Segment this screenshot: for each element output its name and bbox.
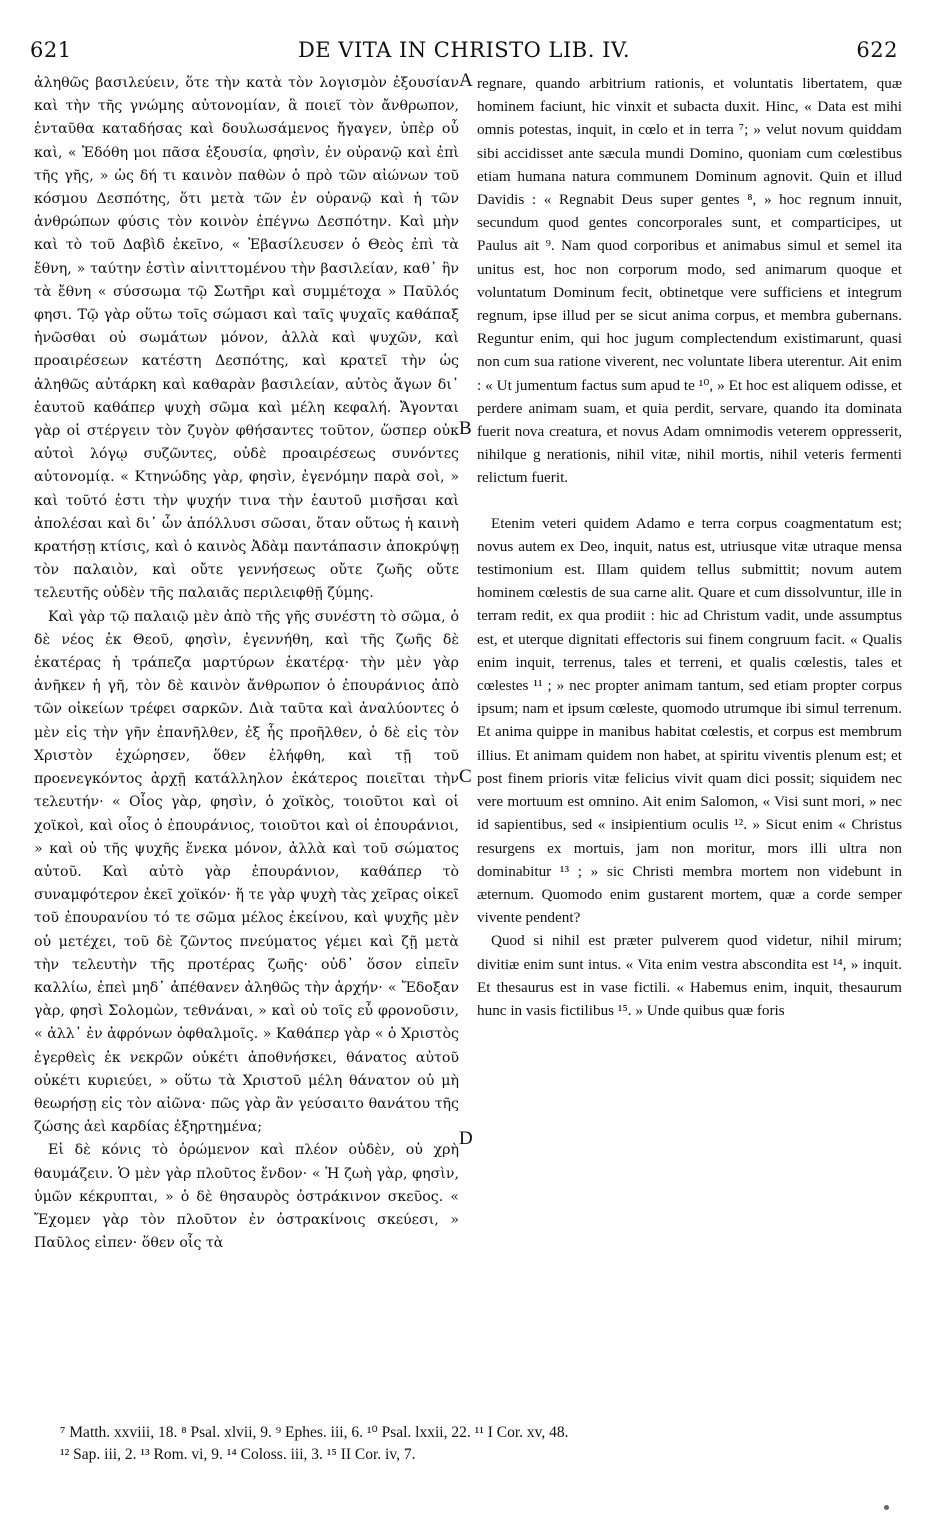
- page-number-right: 622: [856, 38, 898, 62]
- greek-paragraph-2: Καὶ γὰρ τῷ παλαιῷ μὲν ἀπὸ τῆς γῆς συνέστη τὸ σῶμα, ὁ δὲ νέος ἐκ Θεοῦ, φησὶν, ἐγεννήθη, καὶ τῆς ζωῆς δὲ ἑκατέρας ἡ τράπεζα μαρτύρων ἑκατέρᾳ· τὴν μὲν γὰρ ἀνῆκεν ἡ γῆ, τὸν δὲ καινὸν ἄνθρωπον ὁ ἐπουράνιος ἀπὸ τῶν οἰκείων τρέφει σαρκῶν. Διὰ ταῦτα καὶ ἀναλύοντες ὁ μὲν εἰς τὴν γῆν ἐπανῆλθεν, ἐξ ἧς προῆλθεν, ὁ δὲ εἰς τὸν Χριστὸν ἐχώρησεν, ὅθεν ἐλήφθη, καὶ τῇ τοῦ προενεγκόντος ἀρχῇ κατάλληλον ἑκάτερος ποιεῖται τὴν τελευτήν· « Οἷος γὰρ, φησὶν, ὁ χοϊκὸς, τοιοῦτοι καὶ οἱ χοϊκοὶ, καὶ οἷος ὁ ἐπουράνιος, τοιοῦτοι καὶ οἱ ἐπουράνιοι, » καὶ οὐ τῆς ψυχῆς ἕνεκα μόνον, ἀλλὰ καὶ τοῦ σώματος αὐτοῦ. Καὶ αὐτὸ γὰρ ἐπουράνιον, καθάπερ τὸ συναμφότερον ἐκεῖ χοϊκόν· ἥ τε γὰρ ψυχὴ τὰς χεῖρας οἰκεῖ τοῦ ἐπουρανίου τό τε σῶμα μέλος ἐκείνου, καὶ ψυχῆς μὲν οὐ μετέχει, τοῦ δὲ ζῶντος πνεύματος γέμει καὶ ζῇ μετὰ τὴν τελευτὴν τῆς προτέρας ζωῆς· οὐδ᾽ ὅσον εἰπεῖν καλλίω, ἐπεὶ μηδ᾽ ἀπέθανεν ἀληθῶς τὴν ἀρχήν· « Ἔδοξαν γὰρ, φησὶ Σολομὼν, τεθνάναι, » καὶ οὐ τοῖς εὖ φρονοῦσιν, « ἀλλ᾽ ἐν ἀφρόνων ὀφθαλμοῖς. » Καθάπερ γὰρ « ὁ Χριστὸς ἐγερθεὶς ἐκ νεκρῶν οὐκέτι ἀποθνήσκει, θάνατος αὐτοῦ οὐκέτι κυριεύει, » οὕτω τὰ Χριστοῦ μέλη θάνατον οὐ μὴ θεωρήσῃ εἰς τὸν αἰῶνα· πῶς γὰρ ἂν γεύσαιτο θανάτου τῆς ζώσης ἀεὶ καρδίας ἐξηρτημένα;: [34, 608, 459, 1136]
- latin-paragraph-2: Etenim veteri quidem Adamo e terra corpus coagmentatum est; novus autem ex Deo, inquit, natus est, utriusque vitæ utraque mensa testimonium est. Illam quidem tellus submittit; novum autem hominem cœlestis de sua carne alit. Quare et cum dissolvuntur, ille in terram redit, ex qua prodiit : hic ad Christum vadit, unde assumptus est, et uterque dignitati effectoris sui finem congruum facit. « Qualis enim inquit, terrenus, tales et terreni, et qualis cœlestis, tales et cœlestes ¹¹ ; » nec propter animam tantum, sed etiam propter corpus ipsum; nam et ipsum cœleste, quomodo utrumque ibi simul terrenum. Et anima quippe in manibus habitat cœlestis, et corpus est membrum illius. Et animam quidem non habet, at spiritu viventis plenum est; et post finem prioris vitæ felicius vivit quam dici possit; siquidem nec vere mortuum est omnino. Ait enim Salomon, « Visi sunt mori, » nec id sapientibus, sed « insipientium oculis ¹². » Sicut enim « Christus resurgens ex mortuis, jam non moritur, mors illi ultra non dominabitur ¹³ ; » sic Christi membra mortem non videbunt in æternum. Quomodo enim gustarent mortem, quæ a corde semper vivente pendent?: [477, 514, 902, 927]
- footnote-line-2: ¹² Sap. iii, 2. ¹³ Rom. vi, 9. ¹⁴ Coloss. iii, 3. ¹⁵ II Cor. iv, 7.: [60, 1446, 416, 1463]
- section-marker-b: B: [459, 418, 472, 439]
- greek-paragraph-1: ἀληθῶς βασιλεύειν, ὅτε τὴν κατὰ τὸν λογισμὸν ἐξουσίαν καὶ τὴν τῆς γνώμης αὐτονομίαν, ἃ ποιεῖ τὸν ἄνθρωπον, ἐνταῦθα καταδήσας καὶ δουλωσάμενος ἤγαγεν, ὑπὲρ οὗ καὶ, « Ἐδόθη μοι πᾶσα ἐξουσία, φησὶν, ἐν οὐρανῷ καὶ ἐπὶ τῆς γῆς, » ὡς δή τι καινὸν παθὼν ὁ πρὸ τῶν αἰώνων τοῦ κόσμου Δεσπότης, ὅτι μετὰ τῶν ἐν οὐρανῷ καὶ ἡ τῶν ἀνθρώπων φύσις τὸν κοινὸν ἐπέγνω Δεσπότην. Καὶ μὴν καὶ τὸ τοῦ Δαβὶδ ἐκεῖνο, « Ἐβασίλευσεν ὁ Θεὸς ἐπὶ τὰ ἔθνη, » ταύτην ἐστὶν αἰνιττομένου τὴν βασιλείαν, καθ᾽ ἣν τὰ ἔθνη « σύσσωμα τῷ Σωτῆρι καὶ συμμέτοχα » Παῦλός φησι. Τῷ γὰρ οὕτω τοῖς σώμασι καὶ ταῖς ψυχαῖς καθάπαξ ἡνῶσθαι οὐ σωμάτων μόνον, ἀλλὰ καὶ ψυχῶν, καὶ προαιρέσεων κατέστη Δεσπότης, καὶ κρατεῖ τὴν ὡς ἀληθῶς αὐτάρκη καὶ καθαρὰν βασιλείαν, αὐτὸς ἄγων δι᾽ ἑαυτοῦ καθάπερ ψυχὴ σῶμα καὶ μέλη κεφαλή. Ἄγονται γὰρ οἱ στέργειν τὸν ζυγὸν φθήσαντες τοῦτον, ὥσπερ οὐκ αὐτοὶ λόγῳ συζῶντες, οὐδὲ προαιρέσεως συνόντες αὐτονομίᾳ. « Κτηνώδης γὰρ, φησὶν, ἐγενόμην παρὰ σοὶ, » καὶ τοῦτό ἐστι τὴν ψυχήν τινα τὴν ἑαυτοῦ μισῆσαι καὶ ἀπολέσαι καὶ δι᾽ ὧν ἀπόλλυσι σῶσαι, ὅταν οὕτως ἡ καινὴ κρατήσῃ κτίσις, καὶ ὁ καινὸς Ἀδὰμ παντάπασιν ἀποκρύψῃ τὸν παλαιὸν, καὶ οὔτε γεννήσεως οὔτε ζωῆς οὔτε τελευτῆς οὐδὲν τῆς παλαιᾶς περιλειφθῇ ζύμης.: [34, 75, 459, 602]
- footnotes: [60, 1422, 900, 1466]
- footnote-line-1: ⁷ Matth. xxviii, 18. ⁸ Psal. xlvii, 9. ⁹ Ephes. iii, 6. ¹⁰ Psal. lxxii, 22. ¹¹ I Cor. xv, 48.: [60, 1424, 569, 1441]
- latin-column: [477, 72, 902, 1022]
- section-marker-d: D: [459, 1128, 473, 1149]
- running-header: [30, 38, 898, 66]
- greek-paragraph-3: Εἰ δὲ κόνις τὸ ὁρώμενον καὶ πλέον οὐδὲν, οὐ χρὴ θαυμάζειν. Ὁ μὲν γὰρ πλοῦτος ἔνδον· « Ἡ ζωὴ γὰρ, φησὶν, ὑμῶν κέκρυπται, » ὁ δὲ θησαυρὸς ὀστράκινον σκεῦος. « Ἔχομεν γὰρ τὸν πλοῦτον ἐν ὀστρακίνοις σκεύεσι, » Παῦλος εἰπεν· ὅθεν οἷς τὰ: [34, 1142, 459, 1252]
- latin-paragraph-1: regnare, quando arbitrium rationis, et voluntatis libertatem, quæ hominem faciunt, hic vinxit et subacta duxit. Hinc, « Data est mihi omnis potestas, inquit, in cœlo et in terra ⁷; » velut novum quiddam sibi accidisset ante sæcula mundi Domino, quoniam cum cœlestibus etiam humana natura communem Dominum agnovit. Quin et illud Davidis : « Regnabit Deus super gentes ⁸, » hoc regnum innuit, secundum quod gentes concorporales sunt, et comparticipes, ut Paulus ait ⁹. Nam quod corporibus et animabus simul et semel ita unitus est, hoc non corporum modo, sed animarum quoque et voluntatum Dominum fecit, obtinetque vere sufficiens et integrum regnum, ipse illud per se sicut anima corpus, et membra gubernans. Reguntur enim, qui hoc jugum complectendum existimarunt, quasi non cum sua ratione viverent, nec voluntate libera uterentur. Ait enim : « Ut jumentum factus sum apud te ¹⁰, » Et hoc est aliquem odisse, et perdere animam suam, et quia perdit, servare, quando ita dominata fuerit nova creatura, et novus Adam omnimodis veterem oppresserit, nihilque g nerationis, nihil vitæ, nihil mortis, nihil veteris fermenti relictum fuerit.: [477, 75, 902, 487]
- page-number-left: 621: [30, 38, 72, 62]
- latin-paragraph-3: Quod si nihil est præter pulverem quod videtur, nihil mirum; divitiæ enim sunt intus. « Vita enim vestra abscondita est ¹⁴, » inquit. Et thesaurus est in vase fictili. « Habemus enim, inquit, thesaurum hunc in vasis fictilibus ¹⁵. » Unde quibus quæ foris: [477, 932, 902, 1019]
- page-speck: [884, 1505, 889, 1510]
- running-title: DE VITA IN CHRISTO LIB. IV.: [297, 38, 631, 62]
- section-marker-c: C: [459, 766, 472, 787]
- section-marker-a: A: [459, 70, 473, 91]
- greek-column: [34, 72, 459, 1255]
